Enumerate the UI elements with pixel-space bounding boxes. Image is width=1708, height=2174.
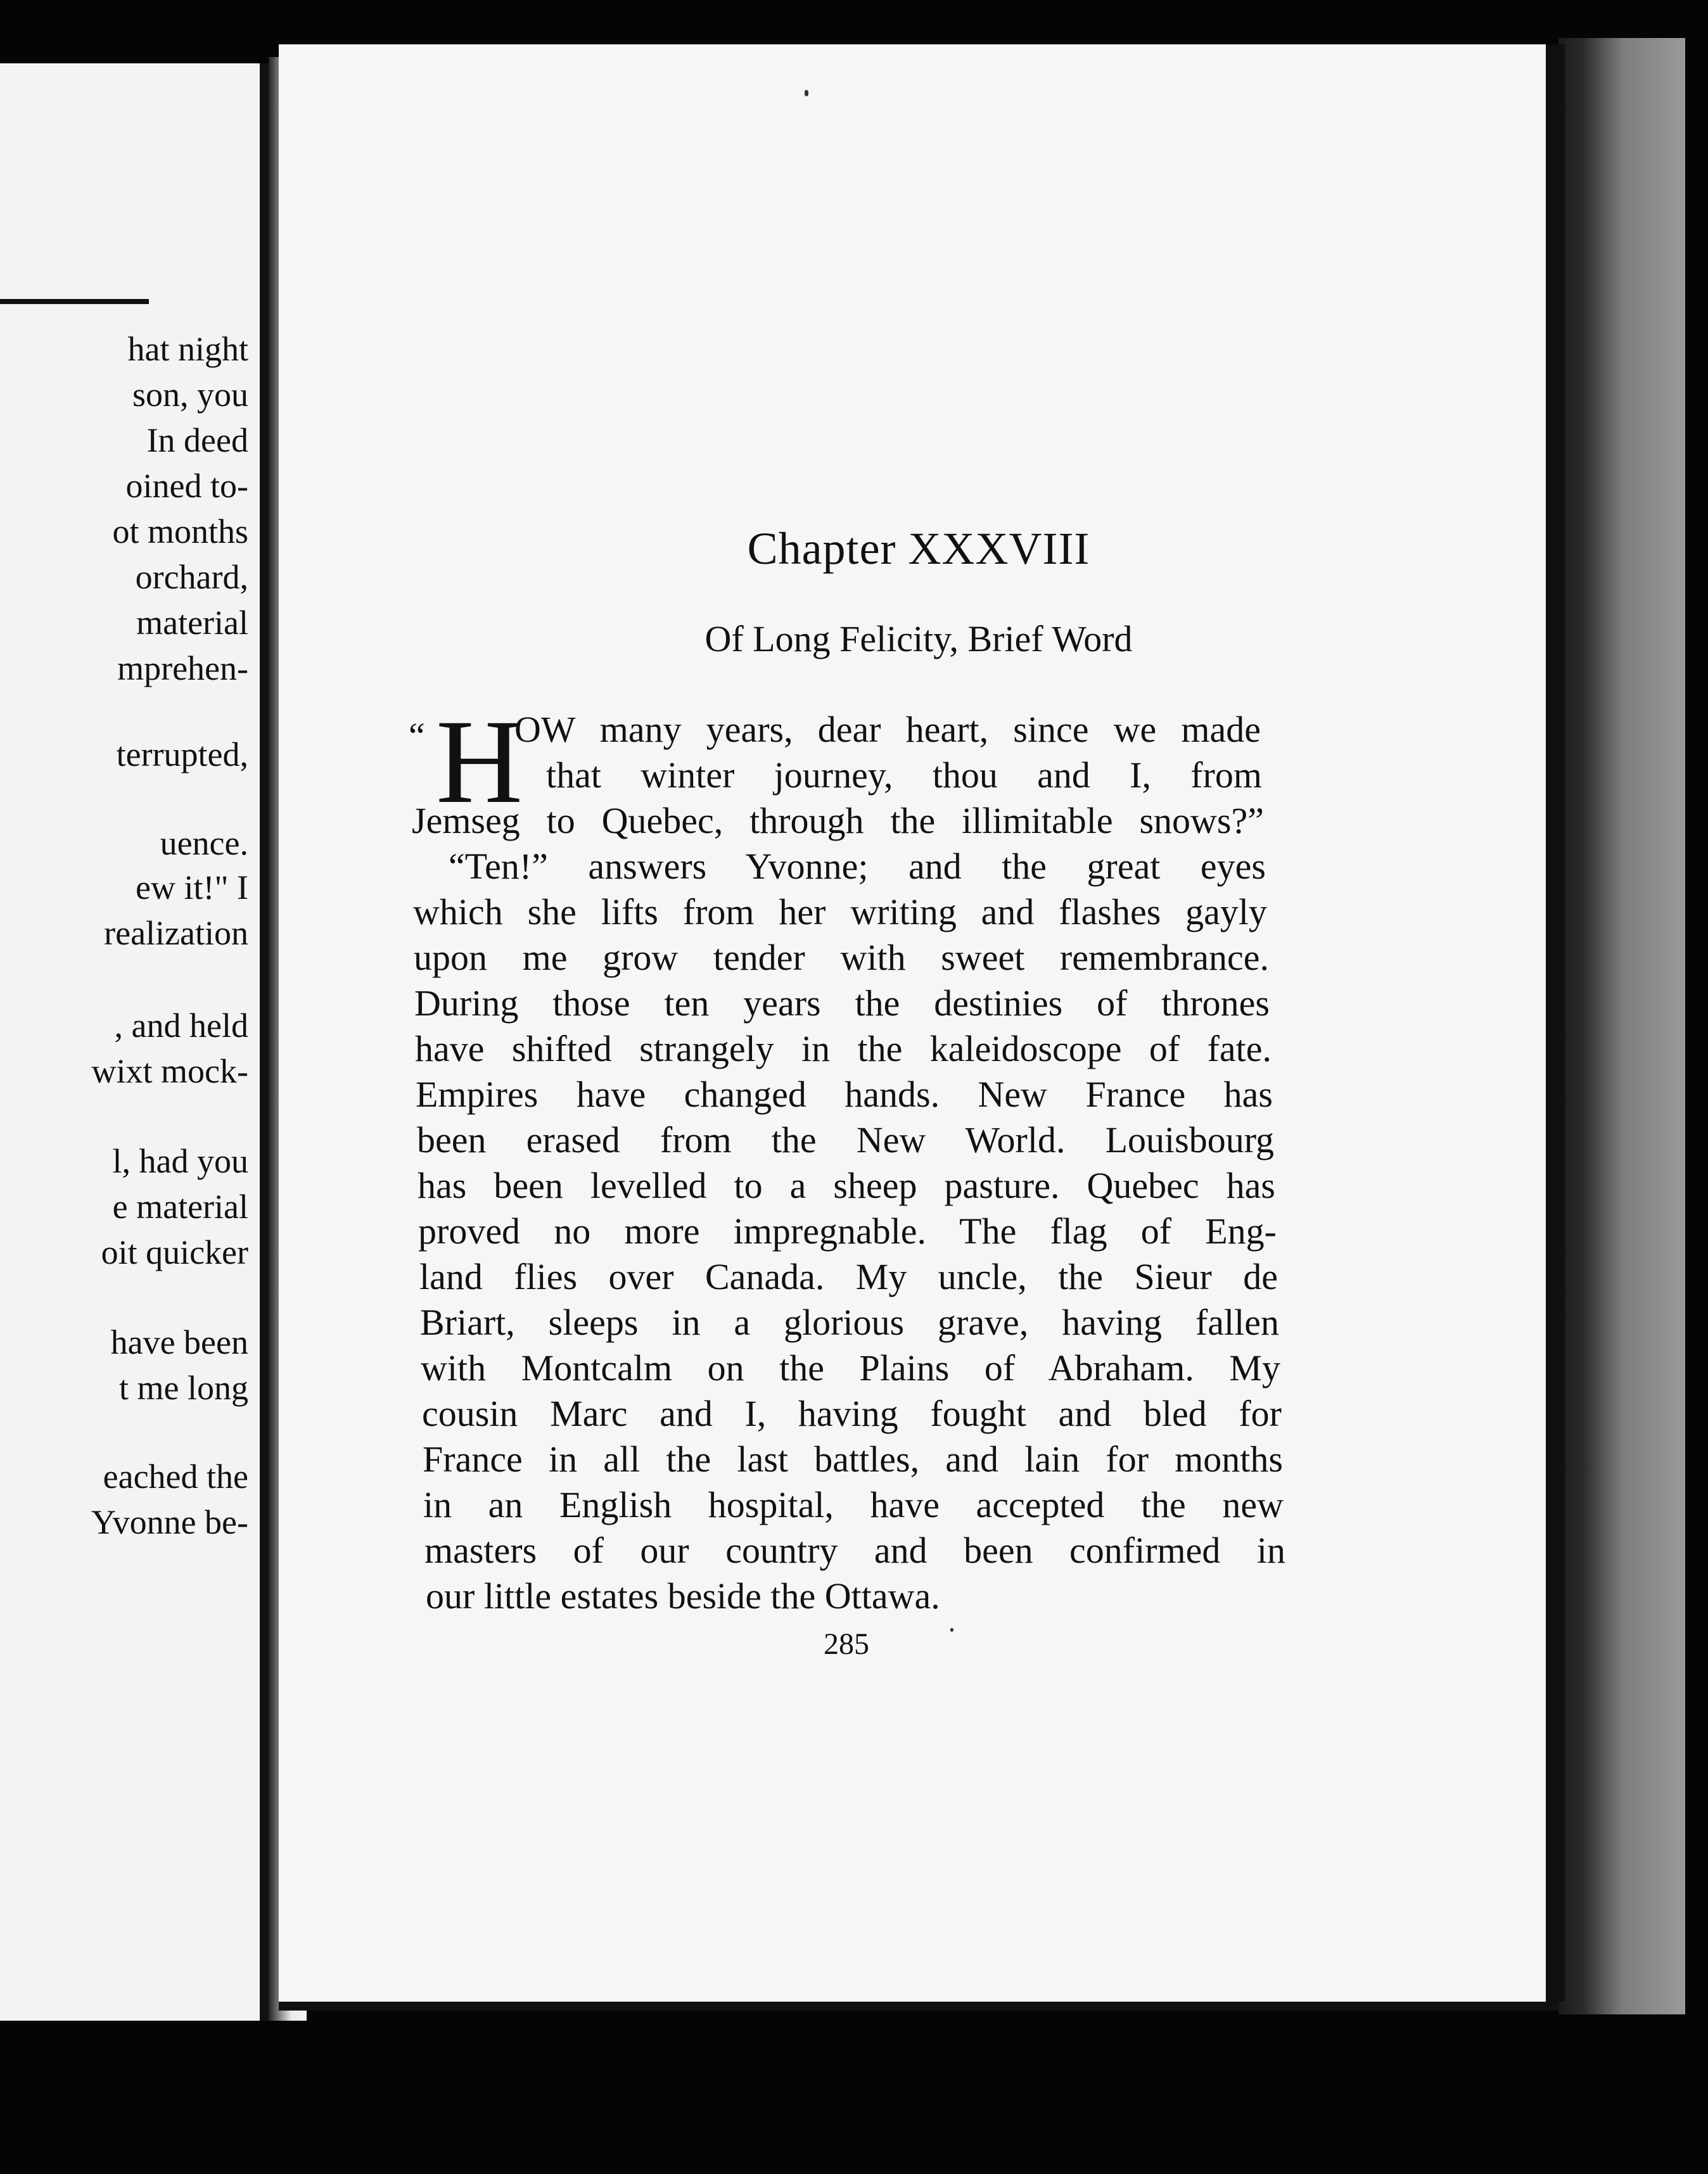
chapter-subtitle: Of Long Felicity, Brief Word xyxy=(704,618,1133,659)
left-text-line: oit quicker xyxy=(101,1233,248,1271)
left-text-line: wixt mock- xyxy=(91,1052,248,1090)
drop-cap: H xyxy=(436,696,523,829)
left-page xyxy=(0,63,269,2021)
left-text-line: terrupted, xyxy=(116,735,248,773)
page-stack-edge xyxy=(1558,38,1685,2014)
body-line: our little estates beside the Ottawa. xyxy=(426,1575,940,1617)
body-line: Briart, sleeps in a glorious grave, having fallen xyxy=(420,1302,1279,1343)
left-text-line: uence. xyxy=(160,824,248,862)
body-line: Jemseg to Quebec, through the illimitable snows?” xyxy=(412,800,1264,841)
body-line: upon me grow tender with sweet remembrance. xyxy=(414,937,1269,978)
body-line: cousin Marc and I, having fought and bled for xyxy=(422,1393,1282,1434)
body-line: masters of our country and been confirmed in xyxy=(424,1530,1285,1571)
left-text-line: ew it!" I xyxy=(136,868,248,906)
opening-quote-mark: “ xyxy=(409,715,425,756)
left-text-line: material xyxy=(136,604,248,642)
left-text-line: e material xyxy=(112,1188,248,1226)
left-text-line: mprehen- xyxy=(117,649,248,687)
body-line: “Ten!” answers Yvonne; and the great eyes xyxy=(449,846,1266,887)
body-line: that winter journey, thou and I, from xyxy=(546,754,1262,796)
left-text-line: , and held xyxy=(114,1007,248,1045)
body-line: OW many years, dear heart, since we made xyxy=(514,709,1261,750)
left-text-line: realization xyxy=(104,914,248,952)
left-text-line: l, had you xyxy=(112,1142,248,1180)
body-line: has been levelled to a sheep pasture. Quebec has xyxy=(417,1165,1275,1206)
body-line: land flies over Canada. My uncle, the Sieur de xyxy=(419,1256,1278,1297)
body-line: have shifted strangely in the kaleidoscope of fate. xyxy=(415,1028,1271,1069)
left-text-line: eached the xyxy=(103,1458,248,1496)
page-number: 285 xyxy=(824,1627,869,1661)
body-line: Empires have changed hands. New France has xyxy=(416,1074,1273,1115)
scan-speck xyxy=(950,1628,953,1632)
left-text-line: ot months xyxy=(112,512,248,550)
left-text-line: son, you xyxy=(132,376,248,414)
body-line: proved no more impregnable. The flag of Eng- xyxy=(418,1211,1277,1252)
section-rule xyxy=(0,299,149,304)
scan-speck xyxy=(805,90,808,96)
left-text-line: Yvonne be- xyxy=(91,1503,248,1541)
left-text-line: t me long xyxy=(119,1369,248,1407)
page-edge-shadow xyxy=(1546,44,1565,2002)
left-text-line: orchard, xyxy=(135,558,248,596)
body-line: with Montcalm on the Plains of Abraham. My xyxy=(421,1347,1280,1389)
body-line: France in all the last battles, and lain for months xyxy=(423,1439,1283,1480)
body-line: During those ten years the destinies of thrones xyxy=(414,982,1270,1024)
left-text-line: oined to- xyxy=(125,467,248,505)
body-line: been erased from the New World. Louisbourg xyxy=(417,1119,1274,1160)
body-line: which she lifts from her writing and flashes gayly xyxy=(413,891,1267,932)
body-line: in an English hospital, have accepted the new xyxy=(423,1484,1284,1525)
chapter-title: Chapter XXXVIII xyxy=(747,523,1090,574)
left-text-line: hat night xyxy=(127,330,248,368)
left-text-line: In deed xyxy=(146,421,248,459)
left-text-line: have been xyxy=(110,1323,248,1361)
